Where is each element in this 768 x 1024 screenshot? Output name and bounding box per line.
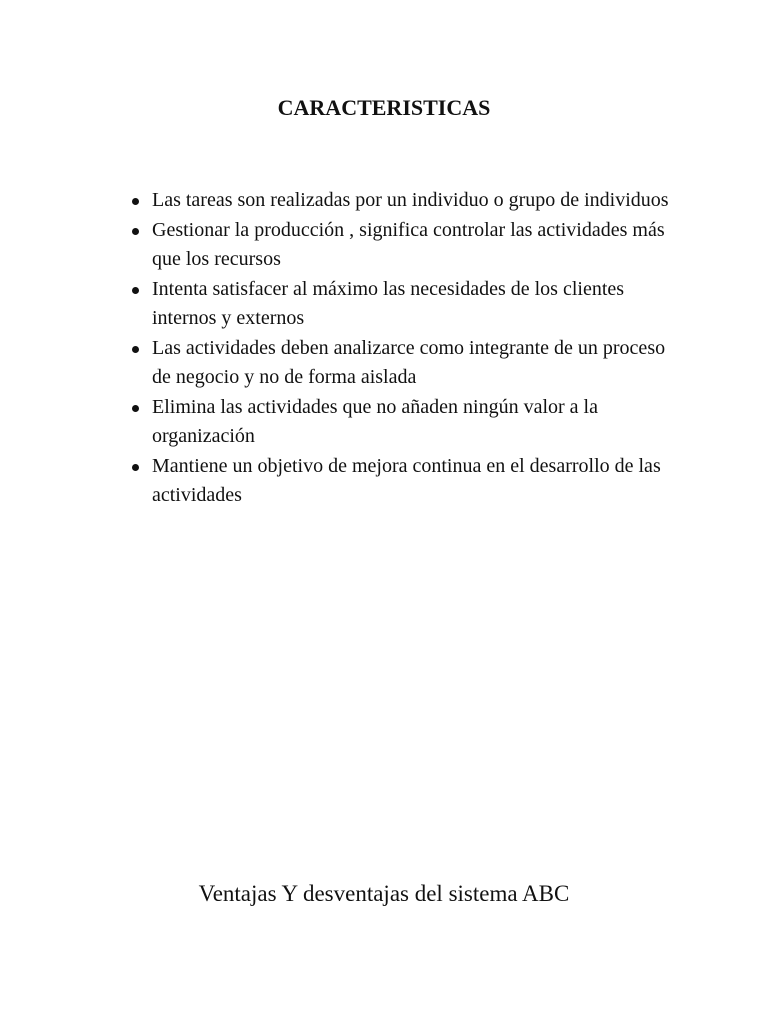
list-item-text: Las tareas son realizadas por un individuo o grupo de individuos: [152, 189, 669, 211]
bullet-icon: [132, 198, 139, 205]
page-title: CARACTERISTICAS: [277, 95, 491, 120]
list-item: [130, 393, 670, 452]
bullet-icon: [132, 228, 139, 235]
bullet-icon: [132, 287, 139, 294]
bullet-icon: [132, 405, 139, 412]
bullet-icon: [132, 464, 139, 471]
list-item: [130, 334, 670, 393]
list-item-text: Elimina las actividades que no añaden ningún valor a la organización: [152, 395, 598, 447]
section-heading: Ventajas Y desventajas del sistema ABC: [198, 881, 570, 906]
list-item: [130, 216, 670, 275]
bullet-icon: [132, 346, 139, 353]
list-item: [130, 186, 670, 216]
list-item-text: Las actividades deben analizarce como integrante de un proceso de negocio y no de forma aislada: [152, 336, 666, 388]
list-item: [130, 452, 670, 511]
list-item: [130, 275, 670, 334]
list-item-text: Intenta satisfacer al máximo las necesidades de los clientes internos y externos: [152, 277, 625, 329]
list-item-text: Gestionar la producción , significa controlar las actividades más que los recursos: [152, 218, 665, 270]
list-item-text: Mantiene un objetivo de mejora continua en el desarrollo de las actividades: [152, 454, 661, 506]
characteristics-list: [130, 186, 670, 511]
